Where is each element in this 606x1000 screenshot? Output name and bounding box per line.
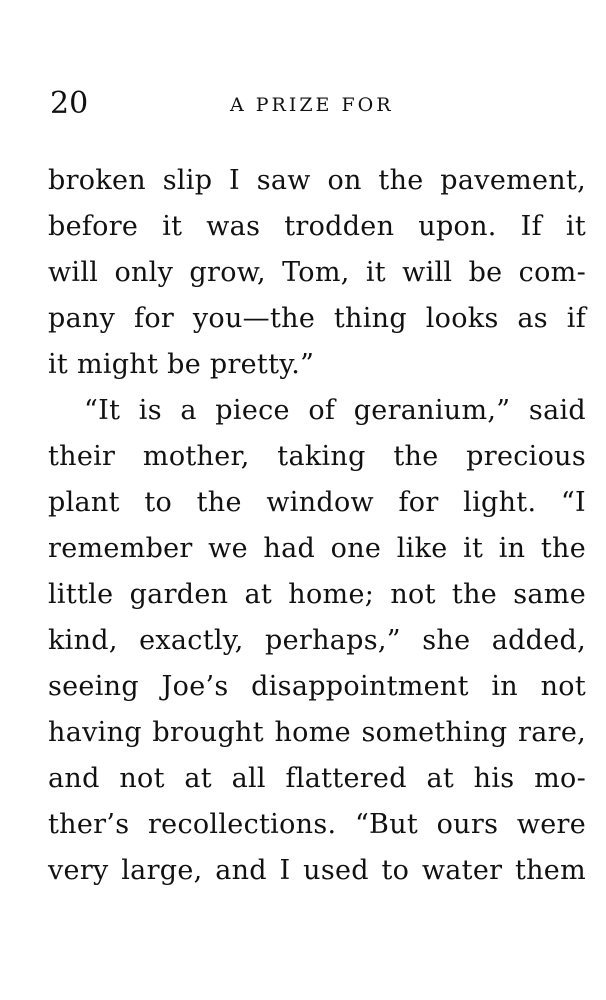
text-line: before it was trodden upon. If it <box>48 211 586 242</box>
text-line: little garden at home; not the same <box>48 579 586 610</box>
running-head: A PRIZE FOR <box>230 94 394 116</box>
text-line: pany for you—the thing looks as if <box>48 303 586 334</box>
text-line: and not at all flattered at his mo- <box>48 763 586 794</box>
text-line: broken slip I saw on the pavement, <box>48 165 586 196</box>
text-line: kind, exactly, perhaps,” she added, <box>48 625 586 656</box>
page-header <box>50 84 586 124</box>
text-line: “It is a piece of geranium,” said <box>84 395 586 426</box>
text-line: will only grow, Tom, it will be com- <box>48 257 586 288</box>
text-line: very large, and I used to water them <box>48 855 586 886</box>
text-line: having brought home something rare, <box>48 717 586 748</box>
text-line: seeing Joe’s disappointment in not <box>48 671 586 702</box>
text-line: it might be pretty.” <box>48 349 315 380</box>
page-number: 20 <box>50 86 89 121</box>
text-line: plant to the window for light. “I <box>48 487 586 518</box>
text-line: ther’s recollections. “But ours were <box>48 809 586 840</box>
text-line: their mother, taking the precious <box>48 441 586 472</box>
text-line: remember we had one like it in the <box>48 533 586 564</box>
body-text <box>48 158 586 894</box>
